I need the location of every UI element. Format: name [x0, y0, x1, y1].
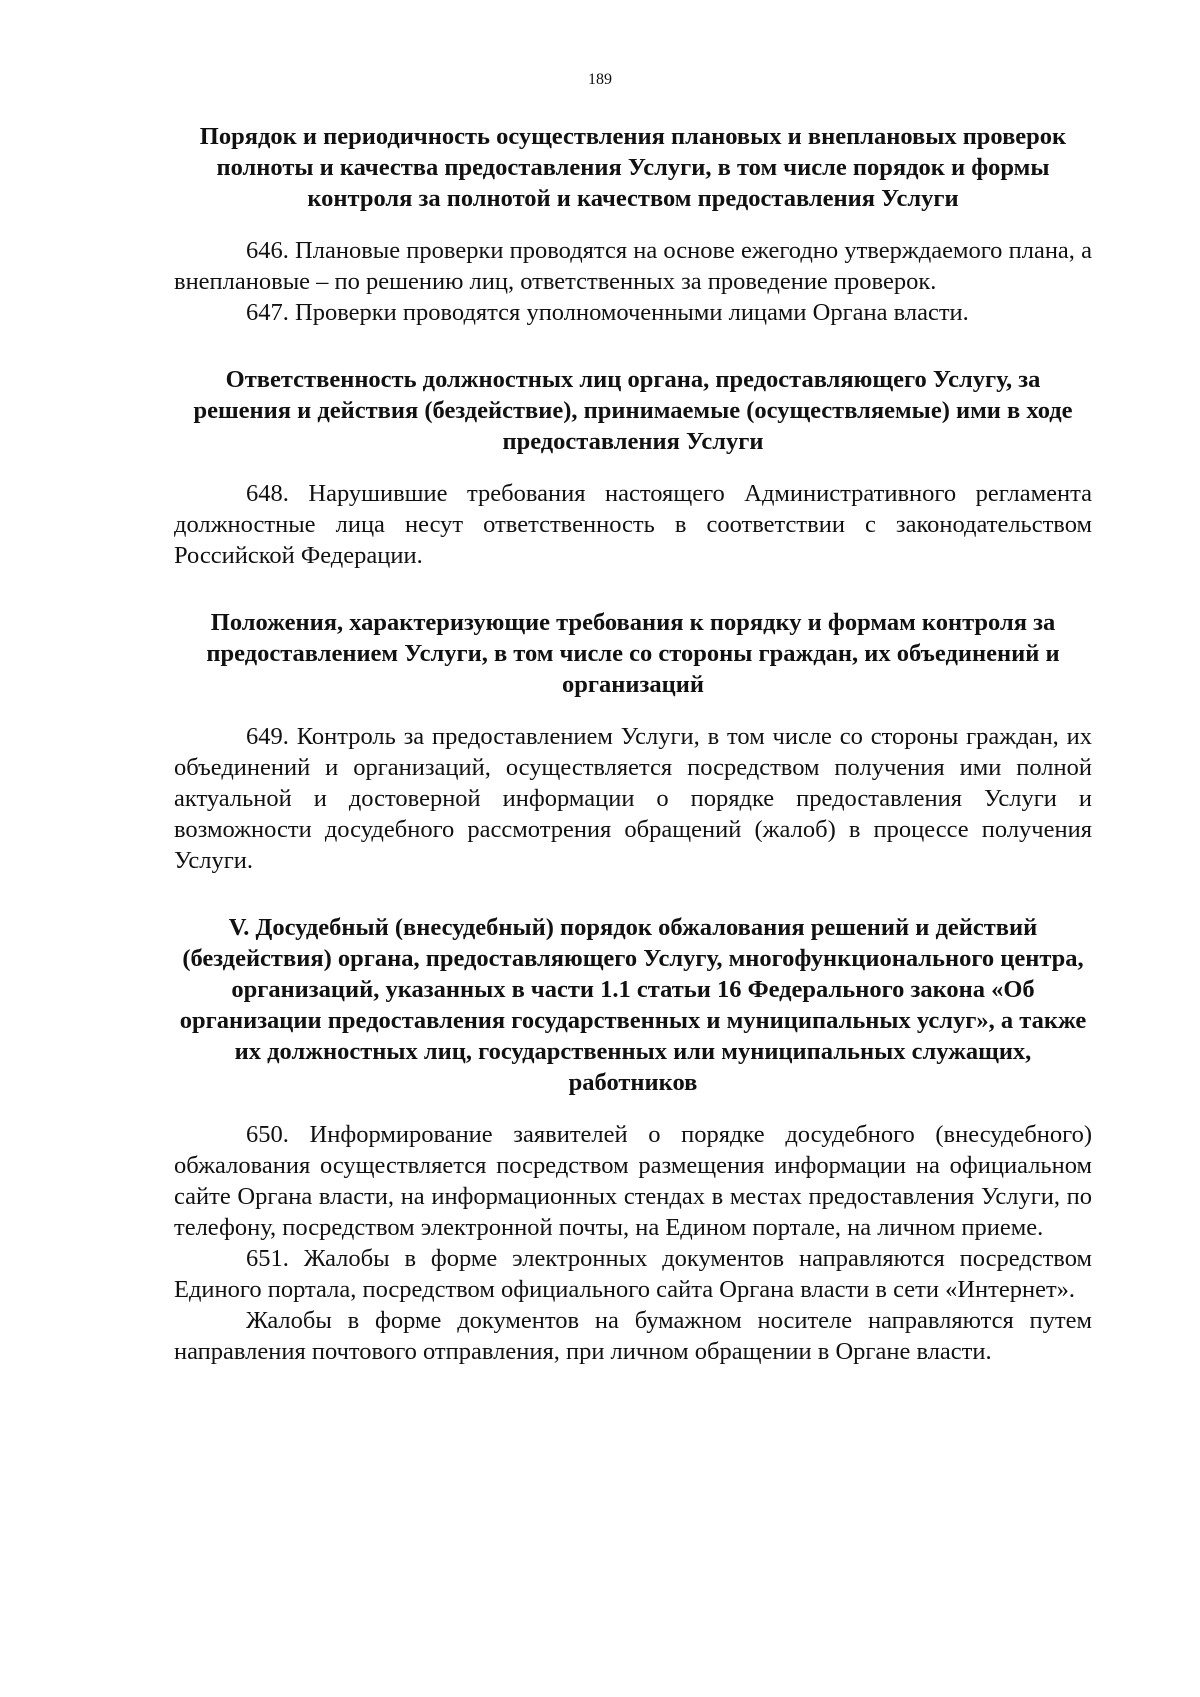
section-inspections: [174, 121, 1092, 328]
paragraph-650: 650. Информирование заявителей о порядке досудебного (внесудебного) обжалования осуществляется посредством размещения информации на официальном сайте Органа власти, на информационных стендах в местах предоставления Услуги, по телефону, посредством электронной почты, на Едином портале, на личном приеме.: [174, 1121, 1092, 1241]
page-number: 189: [588, 71, 612, 88]
section-responsibility: [174, 364, 1092, 571]
paragraph-647: 647. Проверки проводятся уполномоченными лицами Органа власти.: [246, 299, 969, 326]
paragraph-646: 646. Плановые проверки проводятся на основе ежегодно утверждаемого плана, а внеплановые – по решению лиц, ответственных за проведение проверок.: [174, 237, 1092, 295]
paragraph-651-continued: Жалобы в форме документов на бумажном носителе направляются путем направления почтового отправления, при личном обращении в Органе власти.: [174, 1307, 1092, 1365]
section-heading: Порядок и периодичность осуществления плановых и внеплановых проверок полноты и качества предоставления Услуги, в том числе порядок и формы контроля за полнотой и качеством предоставления Услуги: [199, 123, 1067, 212]
section-heading: V. Досудебный (внесудебный) порядок обжалования решений и действий (бездействия) органа, предоставляющего Услугу, многофункционального центра, организаций, указанных в части 1.1 статьи 16 Федерального закона «Об организации предоставления государственных и муниципальных услуг», а также их должностных лиц, государственных или муниципальных служащих, работников: [179, 914, 1087, 1096]
paragraph-648: 648. Нарушившие требования настоящего Административного регламента должностные лица несут ответственность в соответствии с законодательством Российской Федерации.: [174, 480, 1092, 569]
section-control-provisions: [174, 607, 1092, 876]
paragraph-651: 651. Жалобы в форме электронных документов направляются посредством Единого портала, посредством официального сайта Органа власти в сети «Интернет».: [174, 1245, 1092, 1303]
section-pretrial-appeal: [174, 912, 1092, 1367]
document-body: [174, 121, 1092, 1367]
section-heading: Ответственность должностных лиц органа, предоставляющего Услугу, за решения и действия (бездействие), принимаемые (осуществляемые) ими в ходе предоставления Услуги: [193, 366, 1073, 455]
paragraph-649: 649. Контроль за предоставлением Услуги, в том числе со стороны граждан, их объединений и организаций, осуществляется посредством получения ими полной актуальной и достоверной информации о порядке предоставления Услуги и возможности досудебного рассмотрения обращений (жалоб) в процессе получения Услуги.: [174, 723, 1092, 874]
section-heading: Положения, характеризующие требования к порядку и формам контроля за предоставлением Услуги, в том числе со стороны граждан, их объединений и организаций: [206, 609, 1060, 698]
